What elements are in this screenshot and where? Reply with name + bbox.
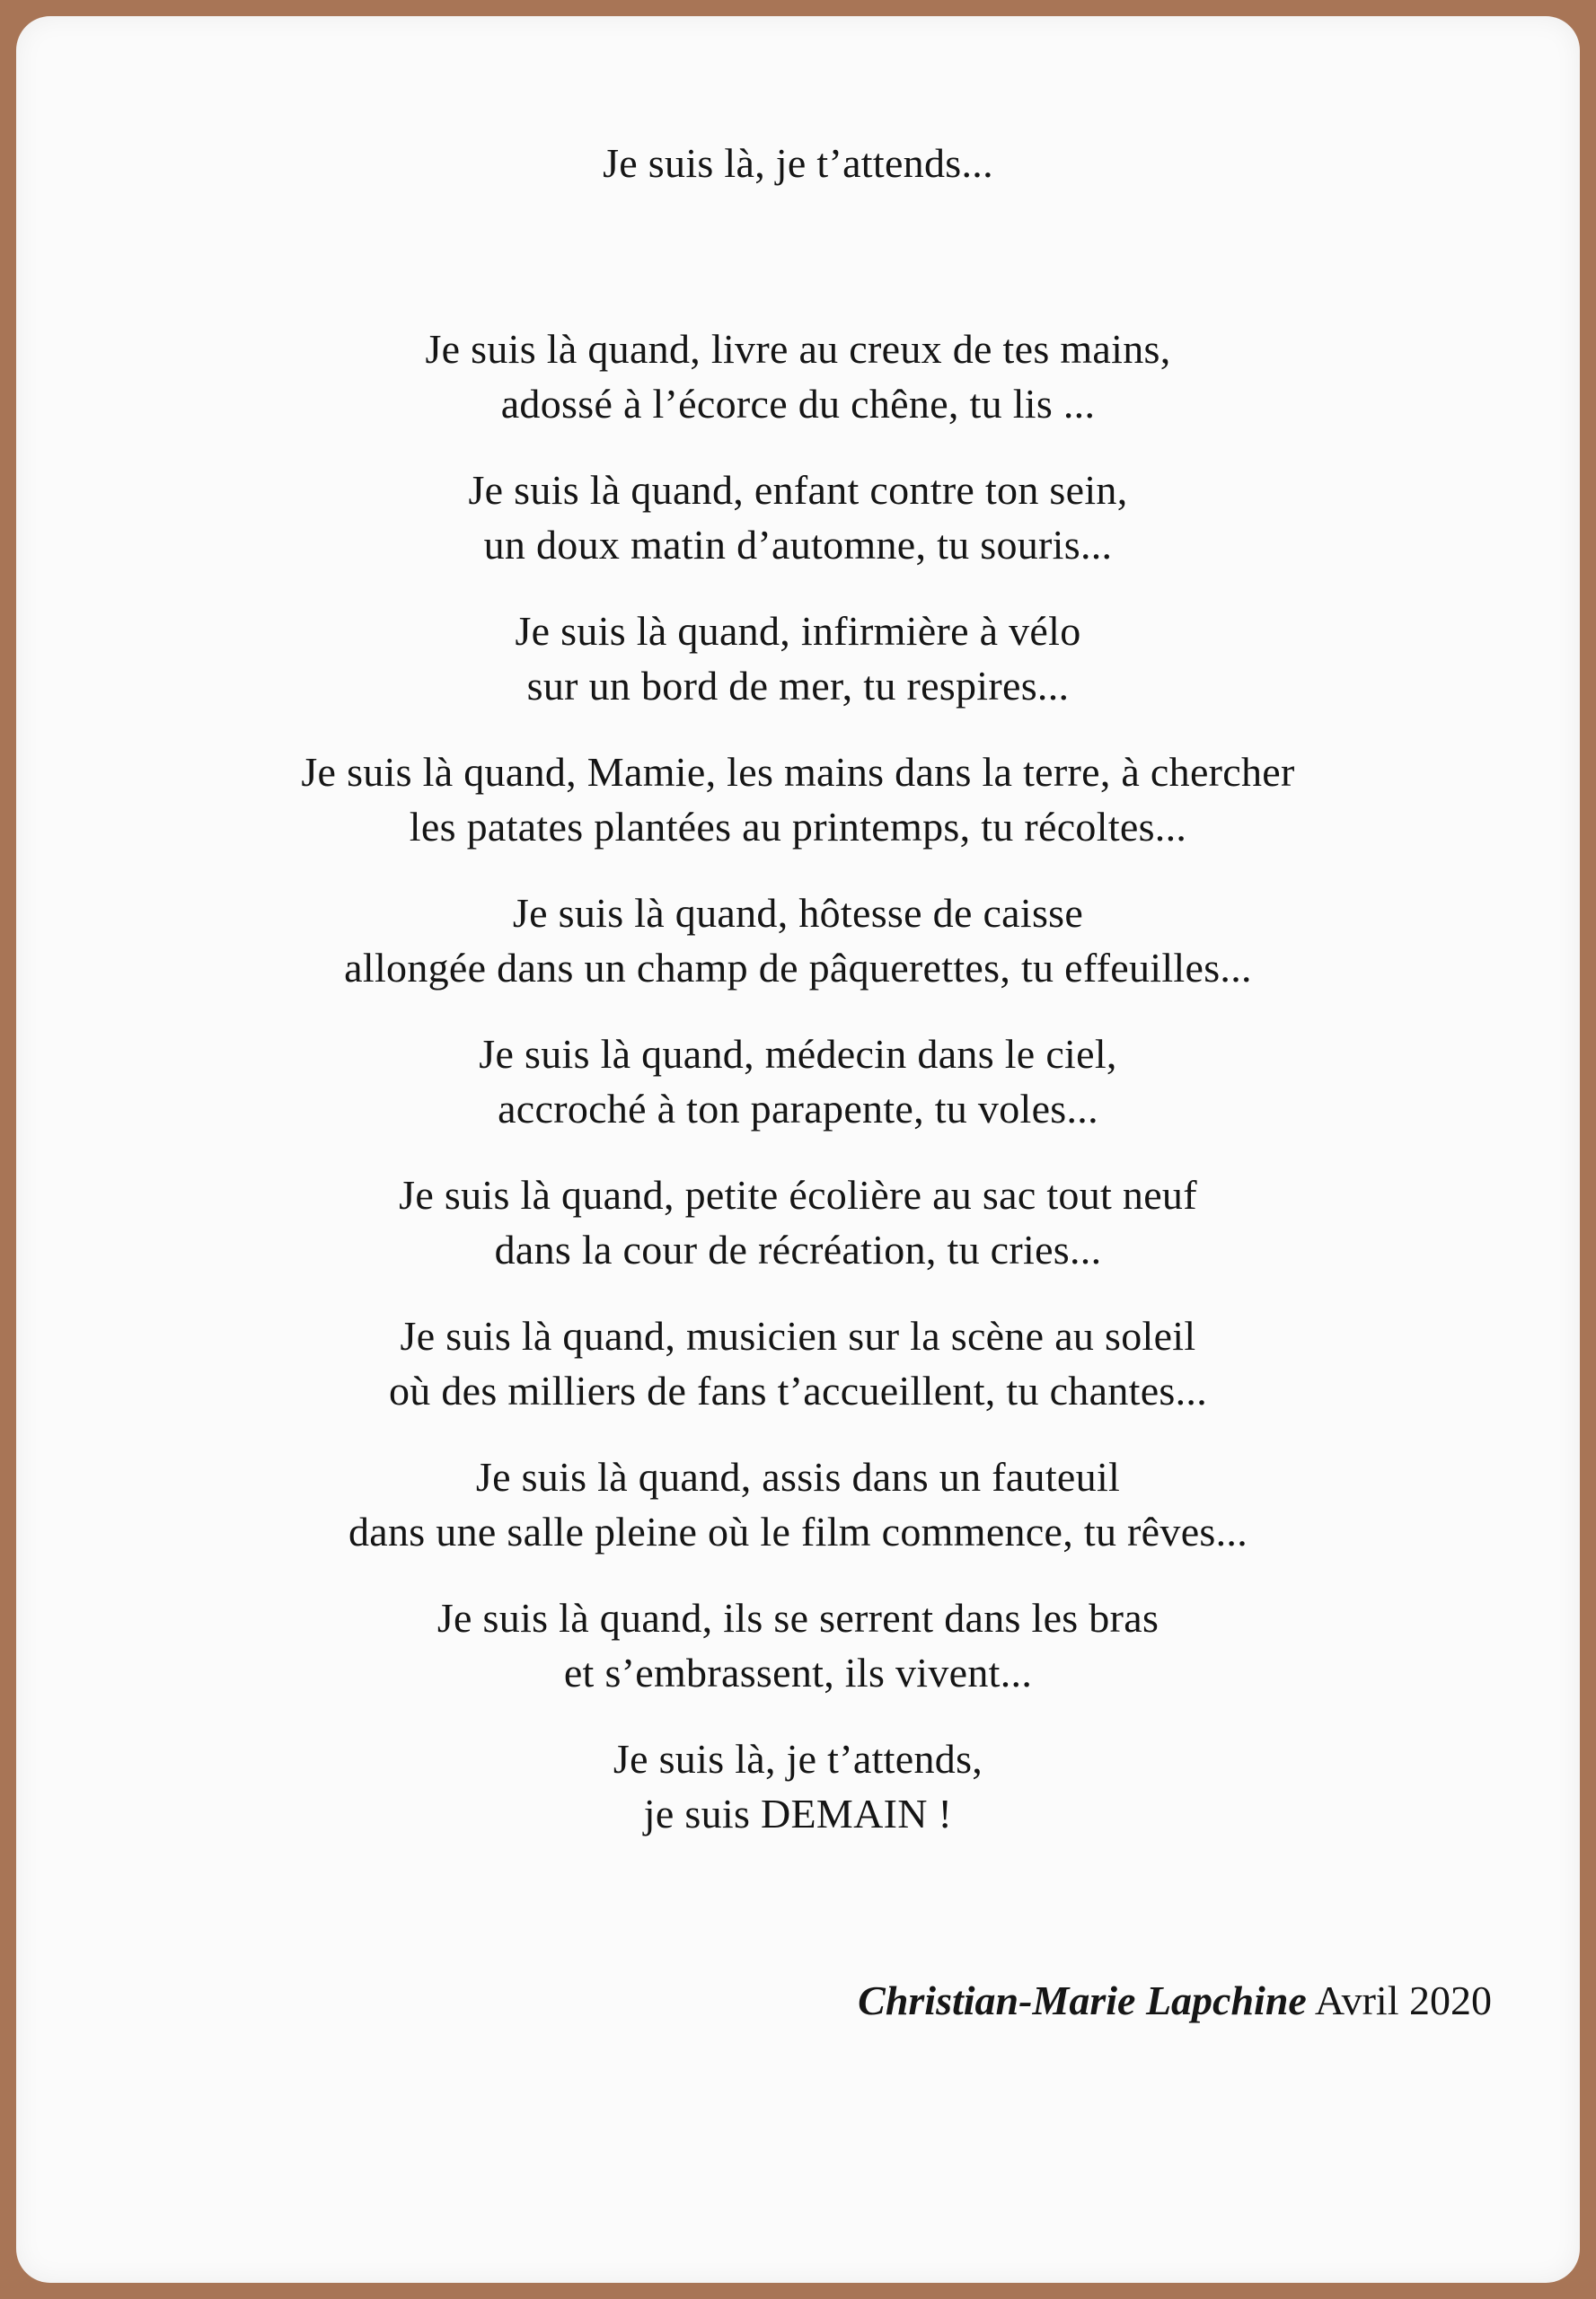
stanza-line: Je suis là quand, médecin dans le ciel,	[479, 1031, 1117, 1077]
stanza-line: les patates plantées au printemps, tu récoltes...	[409, 804, 1187, 850]
stanza-line: dans une salle pleine où le film commence, tu rêves...	[348, 1509, 1248, 1555]
poem-title: Je suis là, je t’attends...	[603, 140, 993, 186]
stanza-line: Je suis là quand, Mamie, les mains dans la terre, à chercher	[301, 749, 1295, 795]
stanza-line: et s’embrassent, ils vivent...	[563, 1650, 1033, 1696]
stanza-line: adossé à l’écorce du chêne, tu lis ...	[500, 381, 1096, 427]
stanza-11	[16, 1731, 1580, 1841]
stanza-line: je suis DEMAIN !	[643, 1791, 953, 1837]
author-name: Christian-Marie Lapchine	[858, 1977, 1307, 2023]
stanza-line: dans la cour de récréation, tu cries...	[494, 1227, 1102, 1273]
stanza-3	[16, 603, 1580, 713]
stanza-10	[16, 1590, 1580, 1700]
stanza-line: Je suis là quand, livre au creux de tes mains,	[425, 326, 1171, 372]
stanza-9	[16, 1449, 1580, 1559]
stanza-7	[16, 1167, 1580, 1277]
stanza-line: Je suis là, je t’attends,	[613, 1736, 983, 1782]
stanza-line: Je suis là quand, assis dans un fauteuil	[475, 1454, 1121, 1500]
stanza-line: Je suis là quand, petite écolière au sac tout neuf	[399, 1172, 1197, 1218]
stanza-6	[16, 1026, 1580, 1136]
poem-body	[16, 322, 1580, 1872]
stanza-line: Je suis là quand, infirmière à vélo	[515, 608, 1081, 654]
stanza-1	[16, 322, 1580, 431]
poem-card	[16, 16, 1580, 2283]
stanza-line: Je suis là quand, enfant contre ton sein,	[468, 467, 1128, 513]
stanza-4	[16, 744, 1580, 854]
signature-date: Avril 2020	[1314, 1977, 1492, 2023]
stanza-line: Je suis là quand, musicien sur la scène au soleil	[400, 1313, 1196, 1359]
stanza-line: où des milliers de fans t’accueillent, tu chantes...	[388, 1368, 1208, 1414]
stanza-5	[16, 885, 1580, 995]
stanza-line: Je suis là quand, ils se serrent dans les bras	[436, 1595, 1160, 1641]
stanza-2	[16, 462, 1580, 572]
stanza-line: Je suis là quand, hôtesse de caisse	[512, 890, 1084, 936]
stanza-line: sur un bord de mer, tu respires...	[526, 663, 1070, 709]
stanza-line: accroché à ton parapente, tu voles...	[498, 1086, 1098, 1132]
signature	[858, 1977, 1492, 2024]
stanza-line: un doux matin d’automne, tu souris...	[483, 522, 1113, 568]
stanza-line: allongée dans un champ de pâquerettes, tu effeuilles...	[344, 945, 1252, 991]
stanza-8	[16, 1308, 1580, 1418]
